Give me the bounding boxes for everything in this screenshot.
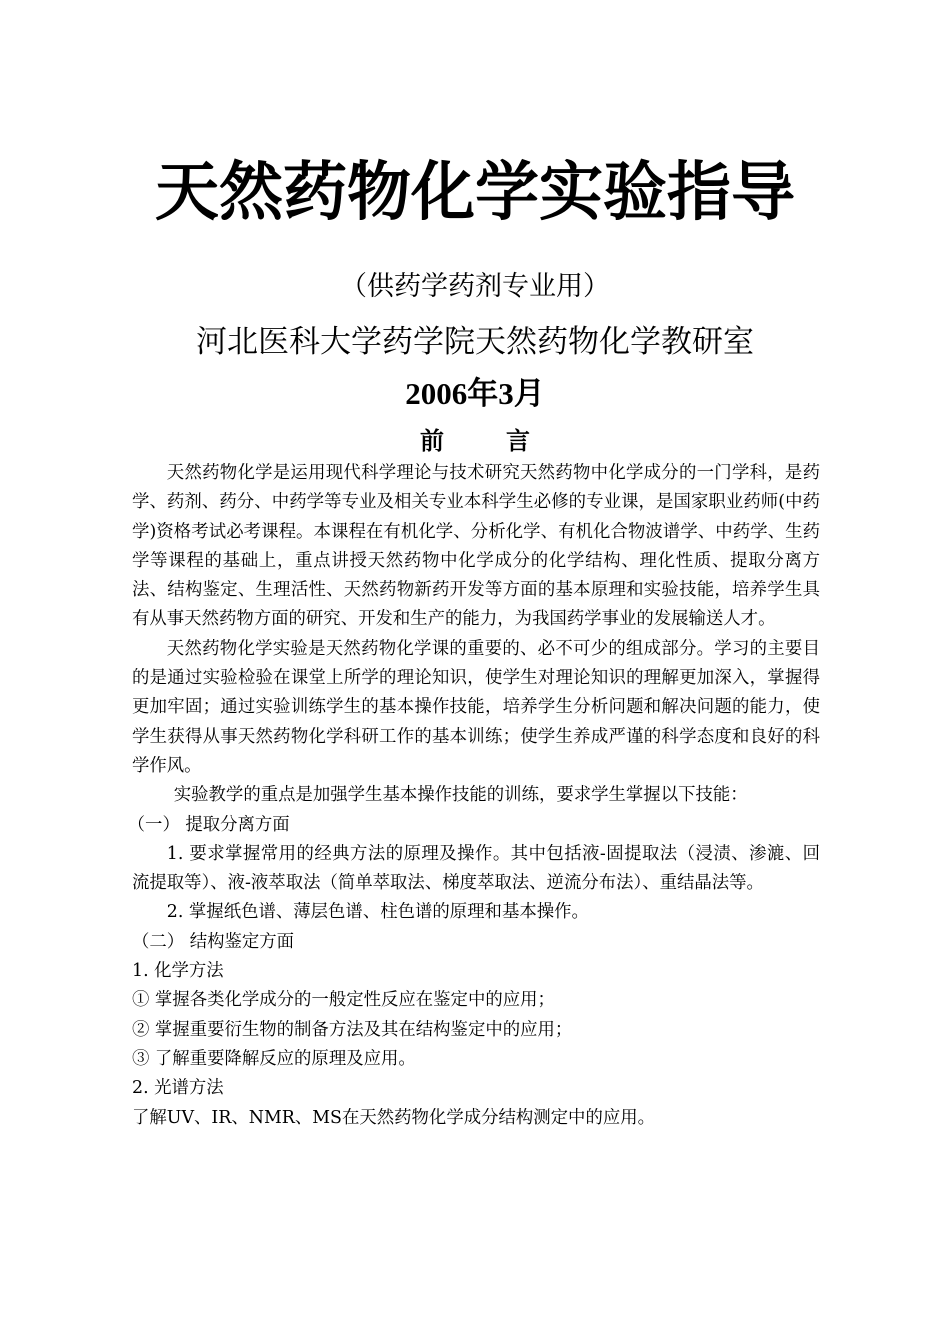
preface-body: [127, 459, 820, 1133]
document-title: 天然药物化学实验指导: [155, 156, 795, 230]
preface-heading: 前言: [420, 427, 592, 455]
preface-paragraph-3: 实验教学的重点是加强学生基本操作技能的训练，要求学生掌握以下技能：: [173, 785, 748, 806]
publication-date: 2006年3月: [405, 376, 545, 411]
document-subtitle: （供药学药剂专业用）: [340, 271, 610, 302]
section-2-title: （二） 结构鉴定方面: [132, 931, 295, 952]
section-1-title: （一） 提取分离方面: [127, 814, 290, 835]
section-1-item-2: 2. 掌握纸色谱、薄层色谱、柱色谱的原理和基本操作。: [166, 902, 589, 923]
section-2-sub-1-title: 1. 化学方法: [132, 961, 224, 982]
preface-paragraph-1: 天然药物化学是运用现代科学理论与技术研究天然药物中化学成分的一门学科，是药学、药剂、药分、中药学等专业及相关专业本科学生必修的专业课，是国家职业药师(中药学)资格考试必考课程。本课程在有机化学、分析化学、有机化合物波谱学、中药学、生药学等课程的基础上，重点讲授天然药物中化学成分的化学结构、理化性质、提取分离方法、结构鉴定、生理活性、天然药物新药开发等方面的基本原理和实验技能，培养学生具有从事天然药物方面的研究、开发和生产的能力，为我国药学事业的发展输送人才。: [132, 463, 820, 630]
section-1-item-1: 1. 要求掌握常用的经典方法的原理及操作。其中包括液-固提取法（浸渍、渗漉、回流提取等）、液-液萃取法（简单萃取法、梯度萃取法、逆流分布法）、重结晶法等。: [132, 843, 820, 894]
section-2-sub-1-item-3: ③ 了解重要降解反应的原理及应用。: [132, 1048, 416, 1069]
section-2-sub-2-text: 了解UV、IR、NMR、MS在天然药物化学成分结构测定中的应用。: [132, 1107, 656, 1128]
preface-paragraph-2: 天然药物化学实验是天然药物化学课的重要的、必不可少的组成部分。学习的主要目的是通过实验检验在课堂上所学的理论知识，使学生对理论知识的理解更加深入，掌握得更加牢固；通过实验训练学生的基本操作技能，培养学生分析问题和解决问题的能力，使学生获得从事天然药物化学科研工作的基本训练；使学生养成严谨的科学态度和良好的科学作风。: [132, 638, 820, 776]
section-2-sub-2-title: 2. 光谱方法: [132, 1078, 224, 1099]
section-2-sub-1-item-1: ① 掌握各类化学成分的一般定性反应在鉴定中的应用；: [132, 990, 555, 1011]
section-2-sub-1-item-2: ② 掌握重要衍生物的制备方法及其在结构鉴定中的应用；: [132, 1019, 573, 1040]
institute-name: 河北医科大学药学院天然药物化学教研室: [196, 324, 754, 360]
